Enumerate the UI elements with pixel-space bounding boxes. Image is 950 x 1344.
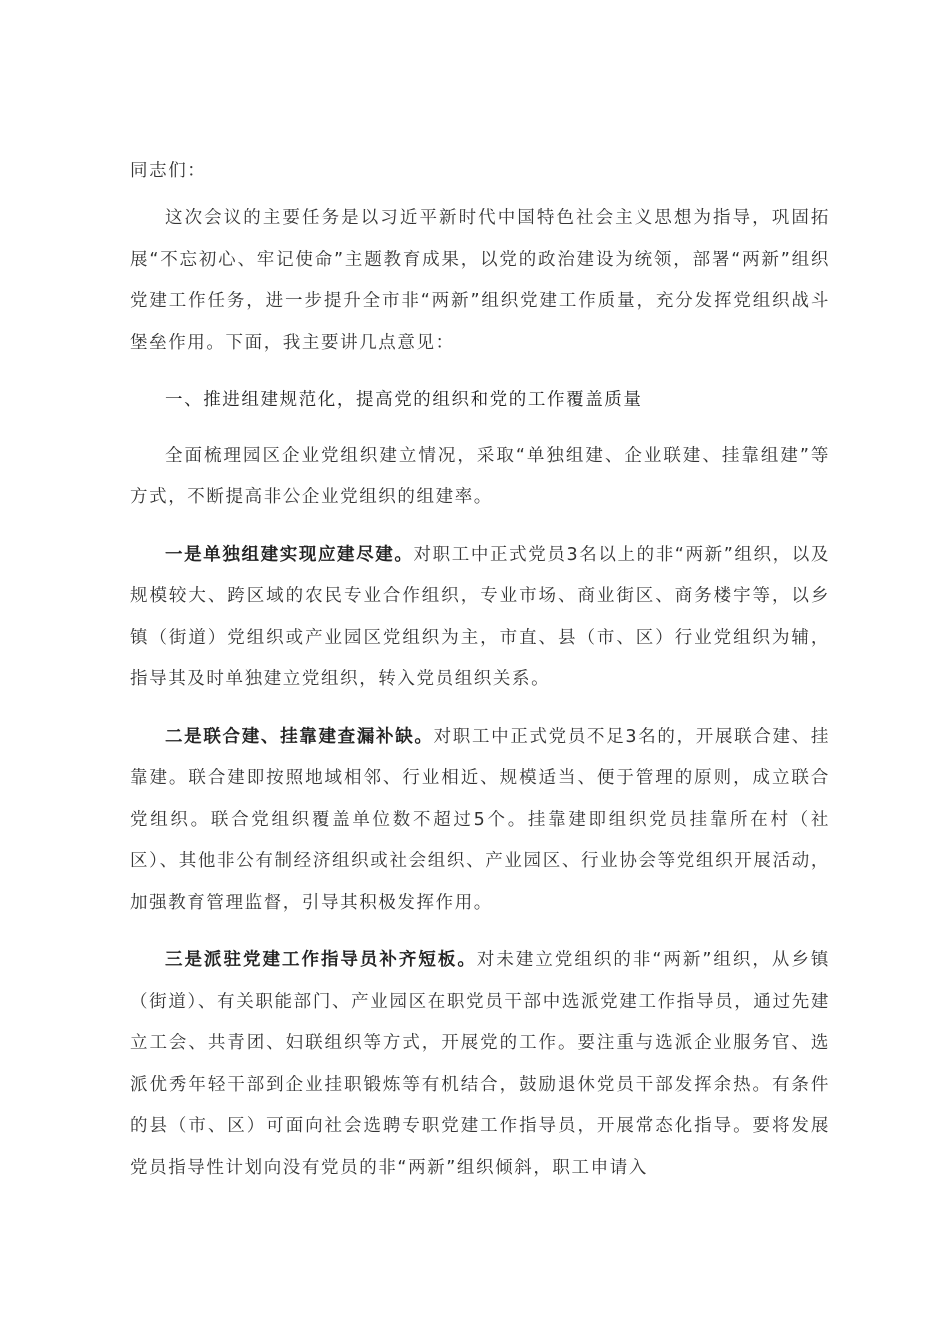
point-paragraph-3: [130, 940, 830, 1189]
intro-paragraph: 这次会议的主要任务是以习近平新时代中国特色社会主义思想为指导，巩固拓展“不忘初心、牢记使命”主题教育成果，以党的政治建设为统领，部署“两新”组织党建工作任务，进一步提升全市非“两新”组织党建工作质量，充分发挥党组织战斗堡垒作用。下面，我主要讲几点意见：: [130, 208, 830, 353]
point-lead-3: 三是派驻党建工作指导员补齐短板。: [165, 950, 477, 970]
point-lead-2: 二是联合建、挂靠建查漏补缺。: [165, 726, 434, 747]
section-heading-1: 一、推进组建规范化，提高党的组织和党的工作覆盖质量: [165, 390, 643, 410]
point-lead-1: 一是单独组建实现应建尽建。: [165, 544, 414, 565]
point-paragraph-1: [130, 535, 830, 701]
document-body: [130, 152, 830, 1189]
point-body-3: 对未建立党组织的非“两新”组织，从乡镇（街道）、有关职能部门、产业园区在职党员干部中选派党建工作指导员，通过先建立工会、共青团、妇联组织等方式，开展党的工作。要注重与选派企业服务官、选派优秀年轻干部到企业挂职锻炼等有机结合，鼓励退休党员干部发挥余热。有条件的县（市、区）可面向社会选聘专职党建工作指导员，开展常态化指导。要将发展党员指导性计划向没有党员的非“两新”组织倾斜，职工申请入: [130, 950, 830, 1178]
point-body-2: 对职工中正式党员不足3名的，开展联合建、挂靠建。联合建即按照地域相邻、行业相近、规模适当、便于管理的原则，成立联合党组织。联合党组织覆盖单位数不超过5个。挂靠建即组织党员挂靠所在村（社区）、其他非公有制经济组织或社会组织、产业园区、行业协会等党组织开展活动，加强教育管理监督，引导其积极发挥作用。: [130, 726, 830, 913]
point-body-1: 对职工中正式党员3名以上的非“两新”组织，以及规模较大、跨区域的农民专业合作组织，专业市场、商业街区、商务楼宇等，以乡镇（街道）党组织或产业园区党组织为主，市直、县（市、区）行业党组织为辅，指导其及时单独建立党组织，转入党员组织关系。: [130, 544, 830, 689]
section1-intro-paragraph: 全面梳理园区企业党组织建立情况，采取“单独组建、企业联建、挂靠组建”等方式，不断提高非公企业党组织的组建率。: [130, 445, 830, 507]
salutation: 同志们：: [130, 161, 207, 181]
point-paragraph-2: [130, 717, 830, 925]
